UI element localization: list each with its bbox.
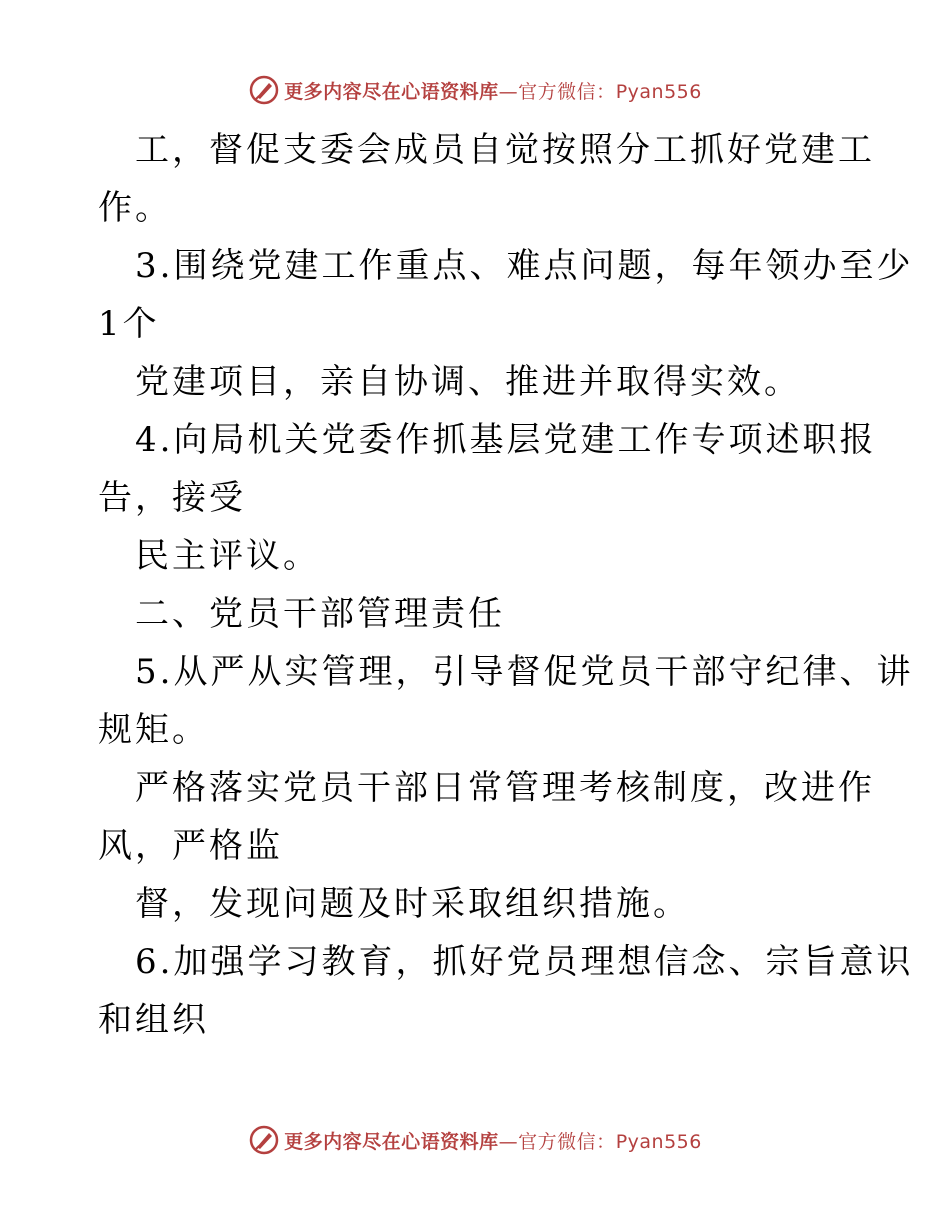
header-banner-id: Pyan556: [615, 80, 702, 103]
document-line: 民主评议。: [135, 536, 320, 576]
document-line: 5.从严从实管理，引导督促党员干部守纪律、讲: [135, 652, 914, 692]
document-line: 严格落实党员干部日常管理考核制度，改进作: [135, 768, 875, 808]
document-line: 3.围绕党建工作重点、难点问题，每年领办至少: [135, 246, 914, 286]
document-line: 工，督促支委会成员自觉按照分工抓好党建工: [135, 130, 875, 170]
quill-logo-icon: [248, 1124, 280, 1156]
document-line: 作。: [98, 188, 172, 228]
footer-banner: [0, 1120, 950, 1160]
document-line: 风，严格监: [98, 826, 283, 866]
document-line: 党建项目，亲自协调、推进并取得实效。: [135, 362, 801, 402]
header-banner-dash: —: [498, 80, 519, 103]
document-line: 告，接受: [98, 478, 246, 518]
quill-logo-icon: [248, 74, 280, 106]
footer-banner-id: Pyan556: [615, 1130, 702, 1153]
footer-banner-dash: —: [498, 1130, 519, 1153]
footer-banner-suffix: 官方微信：: [518, 1130, 616, 1153]
header-banner-suffix: 官方微信：: [518, 80, 616, 103]
header-banner-title: 更多内容尽在心语资料库: [284, 80, 499, 103]
footer-banner-text: [284, 1127, 702, 1154]
document-line: 1个: [98, 304, 160, 344]
document-line: 和组织: [98, 1000, 209, 1040]
document-line: 6.加强学习教育，抓好党员理想信念、宗旨意识: [135, 942, 914, 982]
header-banner: [0, 70, 950, 110]
document-line: 4.向局机关党委作抓基层党建工作专项述职报: [135, 420, 877, 460]
footer-banner-title: 更多内容尽在心语资料库: [284, 1130, 499, 1153]
header-banner-text: [284, 77, 702, 104]
document-line: 督，发现问题及时采取组织措施。: [135, 884, 690, 924]
document-line: 规矩。: [98, 710, 209, 750]
section-heading: 二、党员干部管理责任: [135, 594, 505, 634]
